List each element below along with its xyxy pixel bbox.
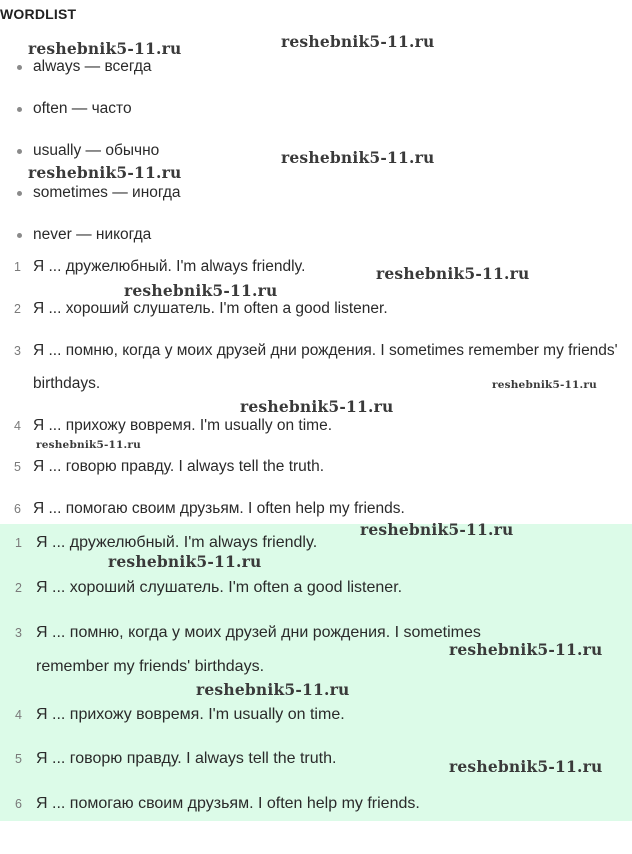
watermark: reshebnik5-11.ru xyxy=(28,39,182,58)
bullet-icon xyxy=(17,149,22,154)
wordlist-item-text: never — никогда xyxy=(33,226,152,243)
item-number: 3 xyxy=(15,626,22,640)
item-text: Я ... прихожу вовремя. I'm usually on time. xyxy=(36,706,345,723)
item-number: 4 xyxy=(15,708,22,722)
item-number: 4 xyxy=(14,419,21,433)
item-text: Я ... прихожу вовремя. I'm usually on time. xyxy=(33,417,333,434)
watermark: reshebnik5-11.ru xyxy=(108,552,262,571)
watermark: reshebnik5-11.ru xyxy=(28,163,182,182)
item-text: Я ... дружелюбный. I'm always friendly. xyxy=(33,258,306,275)
item-number: 2 xyxy=(15,581,22,595)
watermark: reshebnik5-11.ru xyxy=(281,148,435,167)
item-number: 5 xyxy=(14,460,21,474)
watermark: reshebnik5-11.ru xyxy=(36,439,141,451)
bullet-icon xyxy=(17,107,22,112)
bullet-icon xyxy=(17,65,22,70)
watermark: reshebnik5-11.ru xyxy=(196,680,350,699)
item-text: Я ... помогаю своим друзьям. I often help my friends. xyxy=(36,795,420,812)
item-number: 3 xyxy=(14,344,21,358)
item-text: Я ... говорю правду. I always tell the truth. xyxy=(33,458,325,475)
item-number: 2 xyxy=(14,302,21,316)
wordlist-item-text: always — всегда xyxy=(33,58,152,75)
wordlist-item-text: sometimes — иногда xyxy=(33,184,181,201)
item-number: 1 xyxy=(14,260,21,274)
item-text: Я ... хороший слушатель. I'm often a good listener. xyxy=(33,300,388,317)
item-text: Я ... дружелюбный. I'm always friendly. xyxy=(36,534,318,551)
watermark: reshebnik5-11.ru xyxy=(492,379,597,391)
bullet-icon xyxy=(17,191,22,196)
item-text: Я ... говорю правду. I always tell the truth. xyxy=(36,750,337,767)
wordlist-item-text: usually — обычно xyxy=(33,142,160,159)
watermark: reshebnik5-11.ru xyxy=(124,281,278,300)
item-number: 1 xyxy=(15,536,22,550)
item-text: Я ... помогаю своим друзьям. I often help my friends. xyxy=(33,500,405,517)
watermark: reshebnik5-11.ru xyxy=(360,520,514,539)
wordlist-item-text: often — часто xyxy=(33,100,132,117)
wordlist-heading: WORDLIST xyxy=(0,6,77,22)
watermark: reshebnik5-11.ru xyxy=(376,264,530,283)
item-number: 6 xyxy=(15,797,22,811)
watermark: reshebnik5-11.ru xyxy=(449,640,603,659)
answer-block xyxy=(0,524,632,821)
item-text: Я ... хороший слушатель. I'm often a good listener. xyxy=(36,579,403,596)
watermark: reshebnik5-11.ru xyxy=(449,757,603,776)
item-text: Я ... помню, когда у моих друзей дни рождения. I sometimes remember my friends' birthdays. xyxy=(36,624,481,675)
bullet-icon xyxy=(17,233,22,238)
item-number: 6 xyxy=(14,502,21,516)
watermark: reshebnik5-11.ru xyxy=(240,397,394,416)
item-text: Я ... помню, когда у моих друзей дни рождения. I sometimes remember my friends' birthdays. xyxy=(33,342,618,392)
watermark: reshebnik5-11.ru xyxy=(281,32,435,51)
item-number: 5 xyxy=(15,752,22,766)
